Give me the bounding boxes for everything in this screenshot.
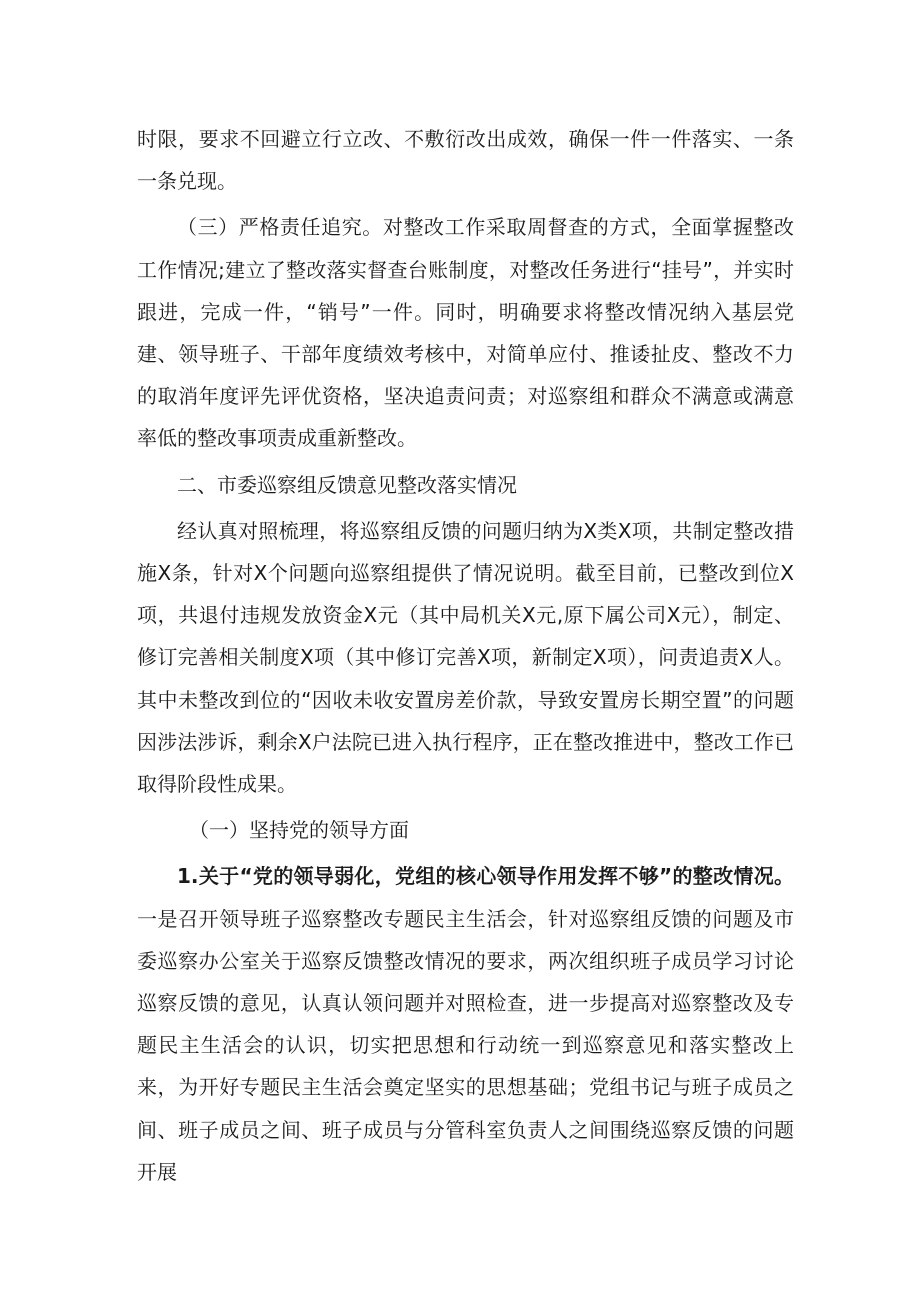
- paragraph-strict-accountability: （三）严格责任追究。对整改工作采取周督查的方式，全面掌握整改工作情况;建立了整改落实督查台账制度，对整改任务进行“挂号”，并实时跟进，完成一件，“销号”一件。同时，明确要求将整改情况纳入基层党建、领导班子、干部年度绩效考核中，对简单应付、推诿扯皮、整改不力的取消年度评先评优资格，坚决追责问责；对巡察组和群众不满意或满意率低的整改事项责成重新整改。: [137, 215, 794, 451]
- paragraph-continuation: 时限，要求不回避立行立改、不敷衍改出成效，确保一件一件落实、一条一条兑现。: [137, 127, 794, 194]
- item-one-title: .关于“党的领导弱化，党组的核心领导作用发挥不够”的整改情况。: [190, 864, 794, 889]
- item-one-body: 一是召开领导班子巡察整改专题民主生活会，针对巡察组反馈的问题及市委巡察办公室关于巡察反馈整改情况的要求，两次组织班子成员学习讨论巡察反馈的意见，认真认领问题并对照检查，进一步提高对巡察整改及专题民主生活会的认识，切实把思想和行动统一到巡察意见和落实整改上来，为开好专题民主生活会奠定坚实的思想基础；党组书记与班子成员之间、班子成员之间、班子成员与分管科室负责人之间围绕巡察反馈的问题开展: [137, 906, 794, 1184]
- paragraph-rectification-summary: 经认真对照梳理，将巡察组反馈的问题归纳为X类X项，共制定整改措施X条，针对X个问题向巡察组提供了情况说明。截至目前，已整改到位X项，共退付违规发放资金X元（其中局机关X元,原下属公司X元），制定、修订完善相关制度X项（其中修订完善X项，新制定X项），问责追责X人。其中未整改到位的“因收未收安置房差价款，导致安置房长期空置”的问题因涉法涉诉，剩余X户法院已进入执行程序，正在整改推进中，整改工作已取得阶段性成果。: [137, 518, 794, 797]
- section-two-heading: 二、市委巡察组反馈意见整改落实情况: [177, 472, 517, 497]
- item-one-number: 1: [177, 864, 191, 889]
- paragraph-item-one: [137, 855, 794, 1193]
- subsection-one-heading: （一）坚持党的领导方面: [189, 818, 409, 843]
